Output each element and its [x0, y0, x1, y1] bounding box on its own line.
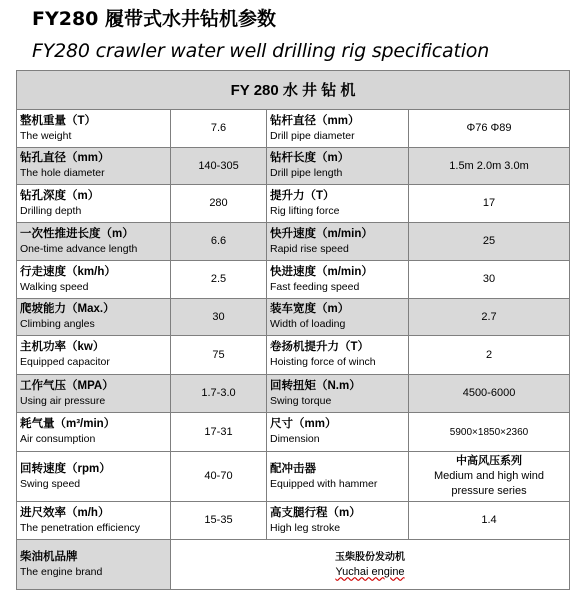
spec-table — [16, 70, 570, 590]
spec-label-cn: 整机重量（T） — [20, 114, 97, 127]
spec-label — [17, 540, 171, 590]
spec-label-cn: 耗气量（m³/min） — [20, 418, 116, 430]
table-header-row — [17, 71, 570, 110]
spec-value: 17-31 — [171, 413, 267, 452]
engine-brand-cn: 玉柴股份发动机 — [335, 551, 405, 563]
spec-label-cn: 主机功率（kw） — [20, 341, 105, 353]
spec-value: 75 — [171, 336, 267, 375]
spec-label-en: Drill pipe diameter — [270, 129, 355, 142]
spec-label — [267, 413, 409, 452]
spec-value: 1.7-3.0 — [171, 375, 267, 413]
spec-value: 4500-6000 — [409, 375, 570, 413]
spec-value: 25 — [409, 223, 570, 261]
spec-label — [17, 413, 171, 452]
spec-label-cn: 工作气压（MPA） — [20, 379, 114, 392]
spec-label-cn: 配冲击器 — [270, 462, 316, 475]
spec-label — [267, 502, 409, 540]
spec-value: 280 — [171, 185, 267, 223]
spec-label-cn: 钻杆长度（m） — [270, 152, 350, 164]
table-row — [17, 375, 570, 413]
spec-label-en: Width of loading — [270, 318, 346, 330]
table-row — [17, 336, 570, 375]
spec-label-en: Fast feeding speed — [270, 280, 360, 293]
table-row — [17, 110, 570, 148]
spec-label-cn: 快进速度（m/min） — [270, 265, 373, 278]
spec-label-en: The hole diameter — [20, 167, 105, 179]
table-row — [17, 148, 570, 185]
spec-label — [267, 223, 409, 261]
spec-label-cn: 钻孔直径（mm） — [20, 152, 110, 164]
hammer-series-en-1: Medium and high wind — [433, 470, 545, 482]
spec-label-en: The penetration efficiency — [20, 521, 141, 534]
spec-label — [17, 110, 171, 148]
spec-label-en: Drill pipe length — [270, 167, 343, 179]
spec-label — [17, 336, 171, 375]
table-header: FY 280 水 井 钻 机 — [17, 71, 570, 110]
spec-label-en: Equipped capacitor — [20, 356, 110, 368]
spec-value: 40-70 — [171, 452, 267, 502]
spec-label — [17, 299, 171, 336]
spec-value: 1.4 — [409, 502, 570, 540]
spec-label-en: Air consumption — [20, 433, 96, 445]
table-row — [17, 502, 570, 540]
spec-label-cn: 钻孔深度（m） — [20, 189, 100, 202]
hammer-series-cn: 中高风压系列 — [456, 455, 522, 467]
spec-label-en: Rapid rise speed — [270, 242, 349, 255]
spec-label-cn: 高支腿行程（m） — [270, 506, 361, 519]
spec-value: 30 — [409, 261, 570, 299]
spec-label — [17, 502, 171, 540]
spec-label-en: Swing torque — [270, 394, 332, 407]
table-row — [17, 261, 570, 299]
spec-label — [267, 110, 409, 148]
spec-label — [267, 261, 409, 299]
spec-label-en: Drilling depth — [20, 204, 82, 217]
spec-value: 6.6 — [171, 223, 267, 261]
table-row — [17, 299, 570, 336]
spec-label-cn: 尺寸（mm） — [270, 418, 337, 430]
engine-brand-en — [174, 565, 566, 580]
table-row — [17, 413, 570, 452]
spec-label-cn: 卷扬机提升力（T） — [270, 341, 370, 353]
spec-value: 17 — [409, 185, 570, 223]
spec-label — [17, 261, 171, 299]
spec-label-cn: 回转扭矩（N.m） — [270, 379, 361, 392]
spec-value: 15-35 — [171, 502, 267, 540]
table-row — [17, 452, 570, 502]
spec-label — [267, 148, 409, 185]
spec-label — [17, 148, 171, 185]
spec-label-cn: 钻杆直径（mm） — [270, 114, 360, 127]
page-title-english: FY280 crawler water well drilling rig specification — [32, 40, 490, 62]
spec-label-en: Walking speed — [20, 280, 89, 293]
engine-brand-value — [171, 540, 570, 590]
spec-value: Φ76 Φ89 — [409, 110, 570, 148]
spec-value: 2.7 — [409, 299, 570, 336]
spec-label — [17, 185, 171, 223]
spec-label-cn: 装车宽度（m） — [270, 303, 350, 315]
spec-label-en: Rig lifting force — [270, 204, 340, 217]
table-row — [17, 223, 570, 261]
spec-label-cn: 进尺效率（m/h） — [20, 506, 110, 519]
spec-label-cn: 快升速度（m/min） — [270, 227, 373, 240]
table-row — [17, 185, 570, 223]
spec-label — [17, 223, 171, 261]
spec-label-cn: 行走速度（km/h） — [20, 265, 116, 278]
spec-label — [267, 452, 409, 502]
hammer-series-en-2: pressure series — [451, 485, 527, 497]
spec-value: 5900×1850×2360 — [409, 413, 570, 452]
spec-label-en: Equipped with hammer — [270, 477, 378, 490]
spec-value: 30 — [171, 299, 267, 336]
spec-label — [17, 452, 171, 502]
spec-label — [267, 375, 409, 413]
spec-label-en: High leg stroke — [270, 521, 341, 534]
spec-label-cn: 回转速度（rpm） — [20, 462, 111, 475]
spec-value: 2 — [409, 336, 570, 375]
spec-label-en: Hoisting force of winch — [270, 356, 376, 368]
spec-label-en: The weight — [20, 129, 72, 142]
spec-label-cn: 爬坡能力（Max.） — [20, 303, 115, 315]
spec-value: 1.5m 2.0m 3.0m — [409, 148, 570, 185]
spec-label-en: One-time advance length — [20, 242, 138, 255]
spec-label-en: The engine brand — [20, 565, 103, 578]
spec-value: 2.5 — [171, 261, 267, 299]
spec-value — [409, 452, 570, 502]
spec-label — [267, 185, 409, 223]
spec-label-cn: 一次性推进长度（m） — [20, 227, 134, 240]
spec-label — [267, 299, 409, 336]
engine-brand-en-text: Yuchai engine — [335, 565, 405, 578]
table-row-engine — [17, 540, 570, 590]
spec-label-cn: 提升力（T） — [270, 189, 335, 202]
spec-label-cn: 柴油机品牌 — [20, 550, 78, 563]
spec-label-en: Swing speed — [20, 477, 81, 490]
spec-value: 140-305 — [171, 148, 267, 185]
page-title-chinese: FY280 履带式水井钻机参数 — [32, 8, 277, 30]
spec-value: 7.6 — [171, 110, 267, 148]
spec-label-en: Climbing angles — [20, 318, 95, 330]
spec-label-en: Using air pressure — [20, 394, 106, 407]
spec-label-en: Dimension — [270, 433, 320, 445]
spec-label — [267, 336, 409, 375]
spec-label — [17, 375, 171, 413]
